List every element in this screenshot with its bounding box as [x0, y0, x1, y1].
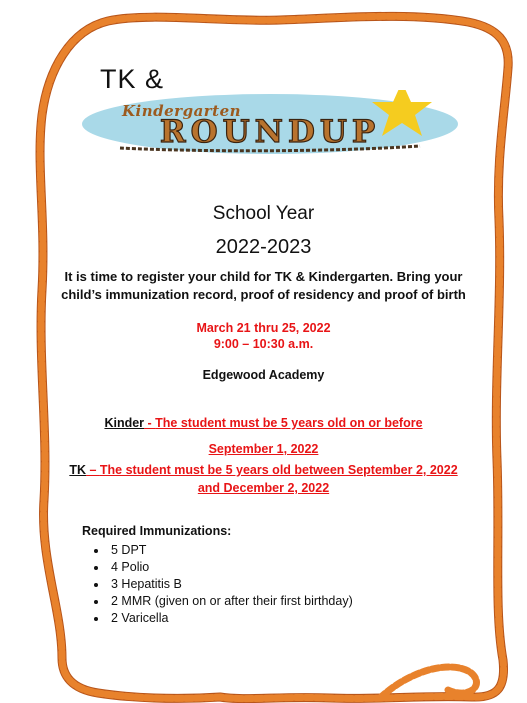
kinder-text-line-2: September 1, 2022	[208, 442, 319, 456]
intro-text	[0, 268, 527, 304]
kinder-separator: -	[144, 416, 156, 430]
event-datetime	[0, 320, 527, 352]
event-dates: March 21 thru 25, 2022	[196, 321, 331, 335]
logo-subtitle: Kindergarten	[122, 102, 242, 120]
kinder-label: Kinder	[104, 416, 145, 430]
list-item: 2 MMR (given on or after their first birthday)	[94, 593, 353, 610]
list-item: 2 Varicella	[94, 610, 353, 627]
logo-title: ROUNDUP	[159, 114, 381, 150]
list-item: 3 Hepatitis B	[94, 576, 353, 593]
school-year-label: School Year	[212, 203, 315, 224]
list-item: 5 DPT	[94, 542, 353, 559]
immunizations-heading: Required Immunizations:	[82, 524, 232, 538]
school-year-range: 2022-2023	[215, 236, 312, 258]
roundup-logo	[80, 90, 460, 158]
list-item: 4 Polio	[94, 559, 353, 576]
tk-heading: TK &	[100, 64, 165, 94]
immunizations-list	[94, 542, 353, 627]
kinder-requirement	[0, 412, 527, 460]
event-location: Edgewood Academy	[202, 368, 325, 382]
tk-text-line-1: The student must be 5 years old between September 2, 2022	[99, 463, 458, 477]
tk-label: TK	[69, 463, 86, 477]
tk-separator: –	[86, 463, 100, 477]
event-time: 9:00 – 10:30 a.m.	[213, 337, 314, 351]
tk-text-line-2: and December 2, 2022	[197, 481, 330, 495]
tk-requirement	[0, 459, 527, 499]
intro-line-1: It is time to register your child for TK & Kindergarten. Bring your	[64, 269, 463, 284]
kinder-text-line-1: The student must be 5 years old on or before	[155, 416, 423, 430]
intro-line-2: child’s immunization record, proof of residency and proof of birth	[61, 287, 466, 302]
